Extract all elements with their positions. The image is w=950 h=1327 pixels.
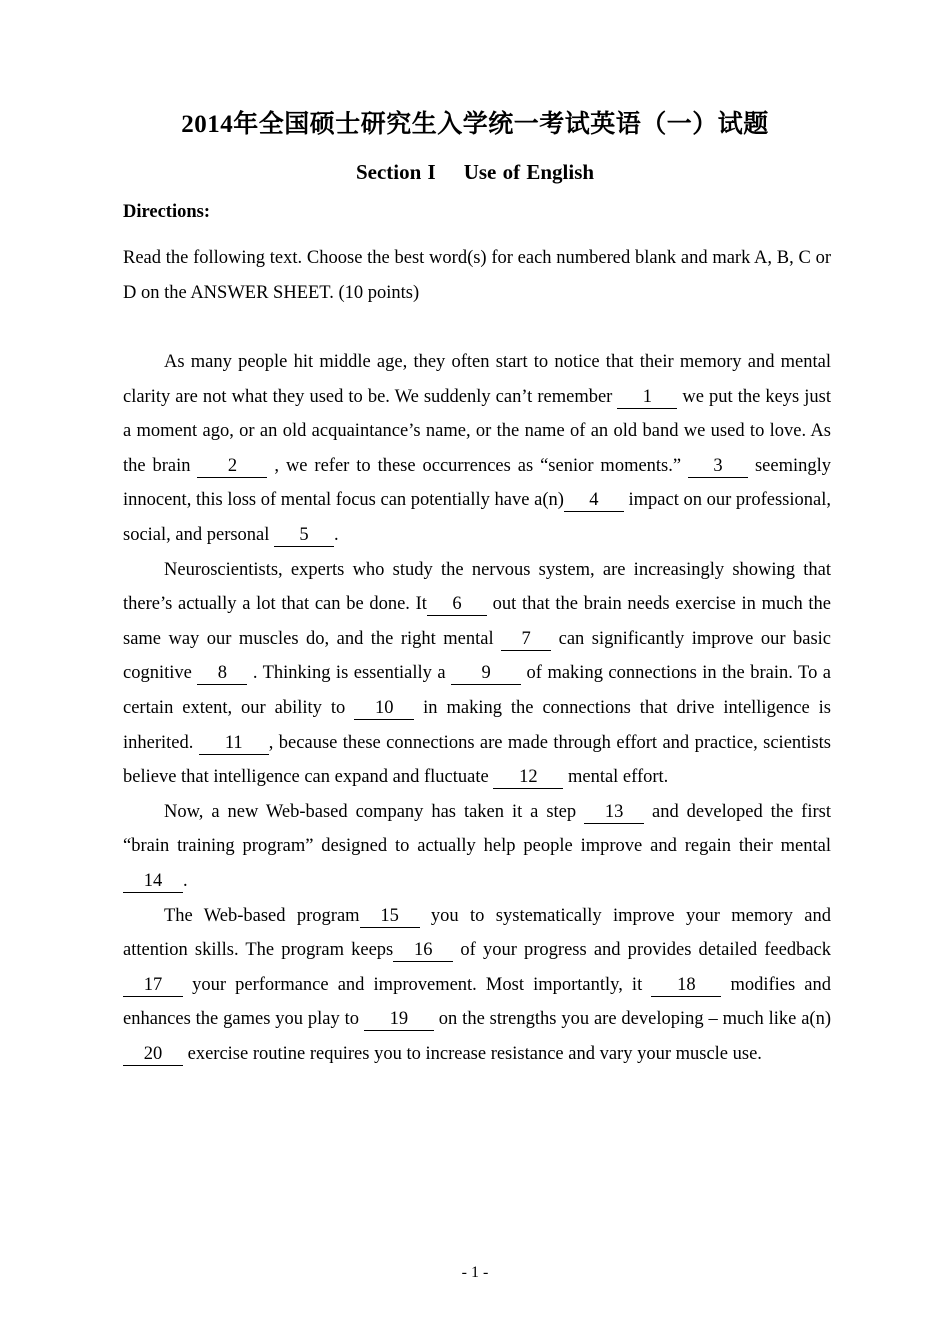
directions-label: Directions:	[123, 202, 210, 222]
cloze-passage	[123, 345, 831, 1071]
blank-7: 7	[501, 628, 551, 651]
passage-paragraph-4: The Web-based program 15 you to systematically improve your memory and attention skills. The program keeps 16 of your progress and provides detailed feedback17 your performance and improvement. Most importantly, it 18 modifies and enhances the games you play to 19 on the strengths you are developing – much like a(n)20 exercise routine requires you to increase resistance and vary your muscle use.	[123, 905, 832, 1064]
blank-15: 15	[360, 905, 420, 928]
blank-5: 5	[274, 524, 334, 547]
blank-10: 10	[354, 697, 414, 720]
blank-6: 6	[427, 593, 487, 616]
passage-paragraph-2: Neuroscientists, experts who study the nervous system, are increasingly showing that there’s actually a lot that can be done. It 6 out that the brain needs exercise in much the same way our muscles do, and the right mental 7 can significantly improve our basic cognitive 8 . Thinking is essentially a 9 of making connections in the brain. To a certain extent, our ability to 10 in making the connections that drive intelligence is inherited. 11 , because these connections are made through effort and practice, scientists believe that intelligence can expand and fluctuate 12 mental effort.	[123, 559, 832, 788]
section-heading	[0, 160, 950, 185]
blank-20: 20	[123, 1043, 183, 1066]
blank-13: 13	[584, 801, 644, 824]
blank-19: 19	[364, 1008, 434, 1031]
blank-14: 14	[123, 870, 183, 893]
exam-title: 2014年全国硕士研究生入学统一考试英语（一）试题	[181, 111, 769, 138]
section-label: Section I	[355, 160, 436, 184]
page-number: - 1 -	[461, 1264, 489, 1281]
blank-9: 9	[451, 662, 521, 685]
blank-1: 1	[617, 386, 677, 409]
section-name: Use of English	[463, 160, 595, 184]
passage-paragraph-1: As many people hit middle age, they often start to notice that their memory and mental clarity are not what they used to be. We suddenly can’t remember 1 we put the keys just a moment ago, or an old acquaintance’s name, or the name of an old band we used to love. As the brain 2 , we refer to these occurrences as “senior moments.” 3 seemingly innocent, this loss of mental focus can potentially have a(n) 4 impact on our professional, social, and personal 5 .	[123, 352, 831, 545]
blank-8: 8	[197, 662, 247, 685]
blank-12: 12	[493, 766, 563, 789]
instructions-text: Read the following text. Choose the best word(s) for each numbered blank and mark A, B, C or D on the ANSWER SHEET. (10 points)	[123, 248, 831, 303]
blank-16: 16	[393, 939, 453, 962]
blank-2: 2	[197, 455, 267, 478]
blank-4: 4	[564, 489, 624, 512]
blank-3: 3	[688, 455, 748, 478]
passage-paragraph-3: Now, a new Web-based company has taken it a step 13 and developed the first “brain training program” designed to actually help people improve and regain their mental14 .	[123, 801, 831, 891]
blank-17: 17	[123, 974, 183, 997]
blank-11: 11	[199, 732, 269, 755]
blank-18: 18	[651, 974, 721, 997]
